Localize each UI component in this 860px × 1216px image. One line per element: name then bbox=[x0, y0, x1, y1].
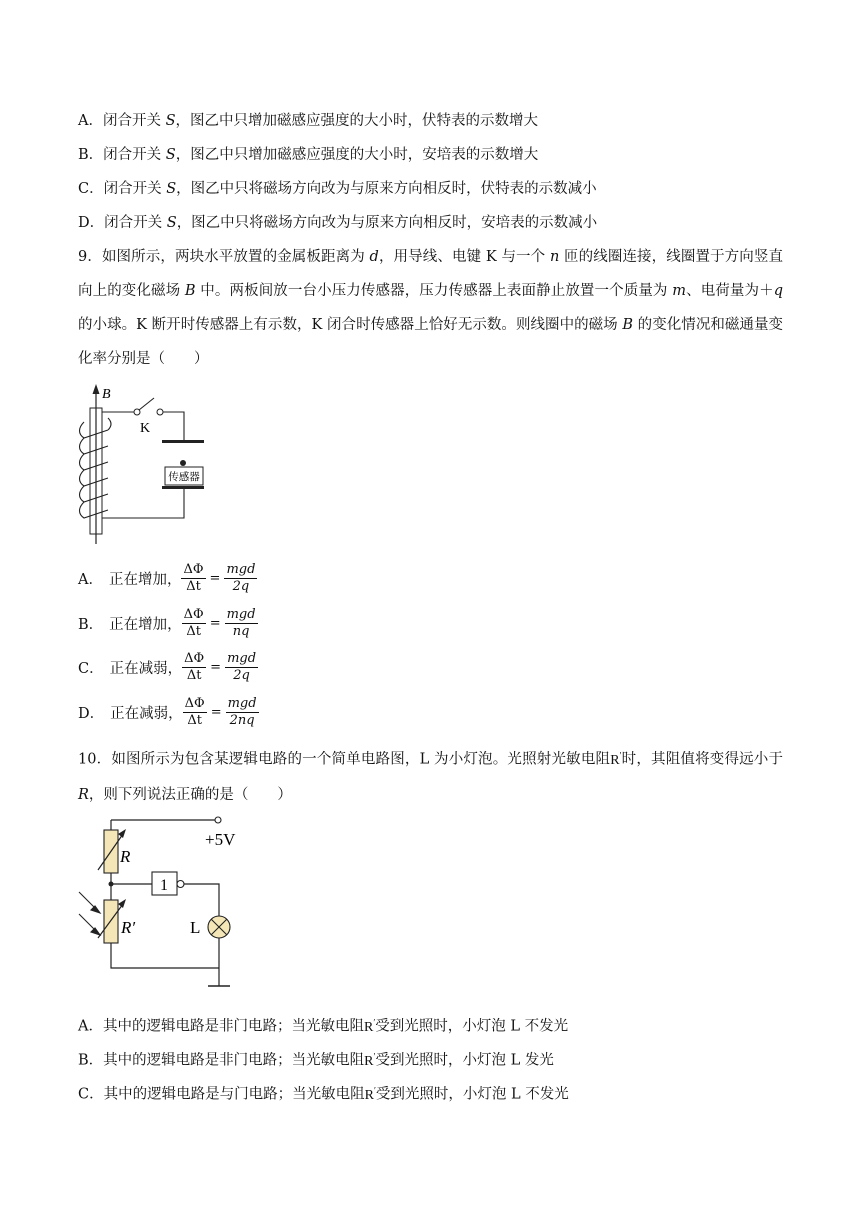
terminal-5v bbox=[215, 817, 221, 823]
wire-bottom bbox=[111, 943, 219, 968]
gate-label: 1 bbox=[160, 877, 168, 894]
wire-to-plate bbox=[163, 412, 184, 440]
label-b: B bbox=[102, 387, 111, 402]
arrow-head-icon bbox=[93, 384, 100, 394]
q10-stem: 10．如图所示为包含某逻辑电路的一个简单电路图，L 为小灯泡。光照射光敏电阻R′时，其阻值将变得远小于 R，则下列说法正确的是（ ） bbox=[78, 750, 783, 803]
q8-option-a: A．闭合开关 S，图乙中只增加磁感应强度的大小时，伏特表的示数增大 bbox=[78, 113, 539, 129]
bottom-plate bbox=[162, 486, 204, 489]
q9-circuit-figure bbox=[70, 382, 220, 547]
not-bubble bbox=[177, 881, 184, 888]
q10-option-c: C．其中的逻辑电路是与门电路；当光敏电阻R′受到光照时，小灯泡 L 不发光 bbox=[78, 1085, 569, 1103]
q9-option-c: C． 正在减弱， $\frac{\Delta\Phi}{\Delta t}$ = $\frac{\text{mgd}}{2q}$ bbox=[78, 650, 257, 683]
frac-lhs: $\frac{\Delta\Phi}{\Delta t}$ bbox=[183, 606, 204, 639]
sensor-label: 传感器 bbox=[168, 472, 200, 483]
top-plate bbox=[162, 440, 204, 443]
frac-lhs: $\frac{\Delta\Phi}{\Delta t}$ bbox=[183, 561, 204, 594]
photoresistor-arrow-head-icon bbox=[118, 899, 126, 908]
switch-contact-right bbox=[157, 409, 163, 415]
q10-option-b: B．其中的逻辑电路是非门电路；当光敏电阻R′受到光照时，小灯泡 L 发光 bbox=[78, 1051, 554, 1069]
small-ball bbox=[180, 460, 186, 466]
frac-lhs: $\frac{\Delta\Phi}{\Delta t}$ bbox=[184, 650, 205, 683]
variable-arrow-head-icon bbox=[118, 829, 126, 838]
coil-turns bbox=[80, 418, 112, 518]
frac-rhs: $\frac{\text{mgd}}{nq}$ bbox=[226, 606, 256, 639]
q10-option-a: A．其中的逻辑电路是非门电路；当光敏电阻R′受到光照时，小灯泡 L 不发光 bbox=[78, 1017, 569, 1035]
frac-rhs: $\frac{\text{mgd}}{2q}$ bbox=[227, 650, 257, 683]
q8-option-b: B．闭合开关 S，图乙中只增加磁感应强度的大小时，安培表的示数增大 bbox=[78, 147, 539, 163]
label-5v: +5V bbox=[205, 830, 236, 849]
q10-circuit-figure bbox=[74, 810, 254, 995]
label-l: L bbox=[190, 918, 201, 937]
wire-gate-out bbox=[184, 884, 219, 916]
q8-option-d: D．闭合开关 S，图乙中只将磁场方向改为与原来方向相反时，安培表的示数减小 bbox=[78, 215, 598, 231]
label-r: R bbox=[120, 847, 131, 866]
q8-option-c: C．闭合开关 S，图乙中只将磁场方向改为与原来方向相反时，伏特表的示数减小 bbox=[78, 181, 597, 197]
q9-stem: 9．如图所示，两块水平放置的金属板距离为 d，用导线、电键 K 与一个 n 匝的线圈连接，线圈置于方向竖直向上的变化磁场 B 中。两板间放一台小压力传感器，压力传感器上表面静止放置一个质量为 m、电荷量为＋q 的小球。K 断开时传感器上有示数，K 闭合时传感器上恰好无示数。则线圈中的磁场 B 的变化情况和磁通量变化率分别是（ ） bbox=[78, 249, 784, 367]
photoresistor bbox=[104, 900, 118, 943]
q9-option-a: A． 正在增加， $\frac{\Delta\Phi}{\Delta t}$ = $\frac{\text{mgd}}{2q}$ bbox=[78, 561, 256, 594]
label-r-prime: R′ bbox=[121, 918, 136, 937]
q9-option-d: D． 正在减弱， $\frac{\Delta\Phi}{\Delta t}$ = $\frac{\text{mgd}}{2nq}$ bbox=[78, 695, 257, 728]
q9-option-b: B． 正在增加， $\frac{\Delta\Phi}{\Delta t}$ = $\frac{\text{mgd}}{nq}$ bbox=[78, 606, 256, 639]
switch-k bbox=[139, 398, 154, 410]
frac-lhs: $\frac{\Delta\Phi}{\Delta t}$ bbox=[184, 695, 205, 728]
frac-rhs: $\frac{\text{mgd}}{2q}$ bbox=[226, 561, 256, 594]
label-k: K bbox=[140, 421, 151, 436]
wire-bottom bbox=[102, 489, 184, 518]
light-arrows-icon bbox=[79, 892, 100, 935]
frac-rhs: $\frac{\text{mgd}}{2nq}$ bbox=[227, 695, 257, 728]
